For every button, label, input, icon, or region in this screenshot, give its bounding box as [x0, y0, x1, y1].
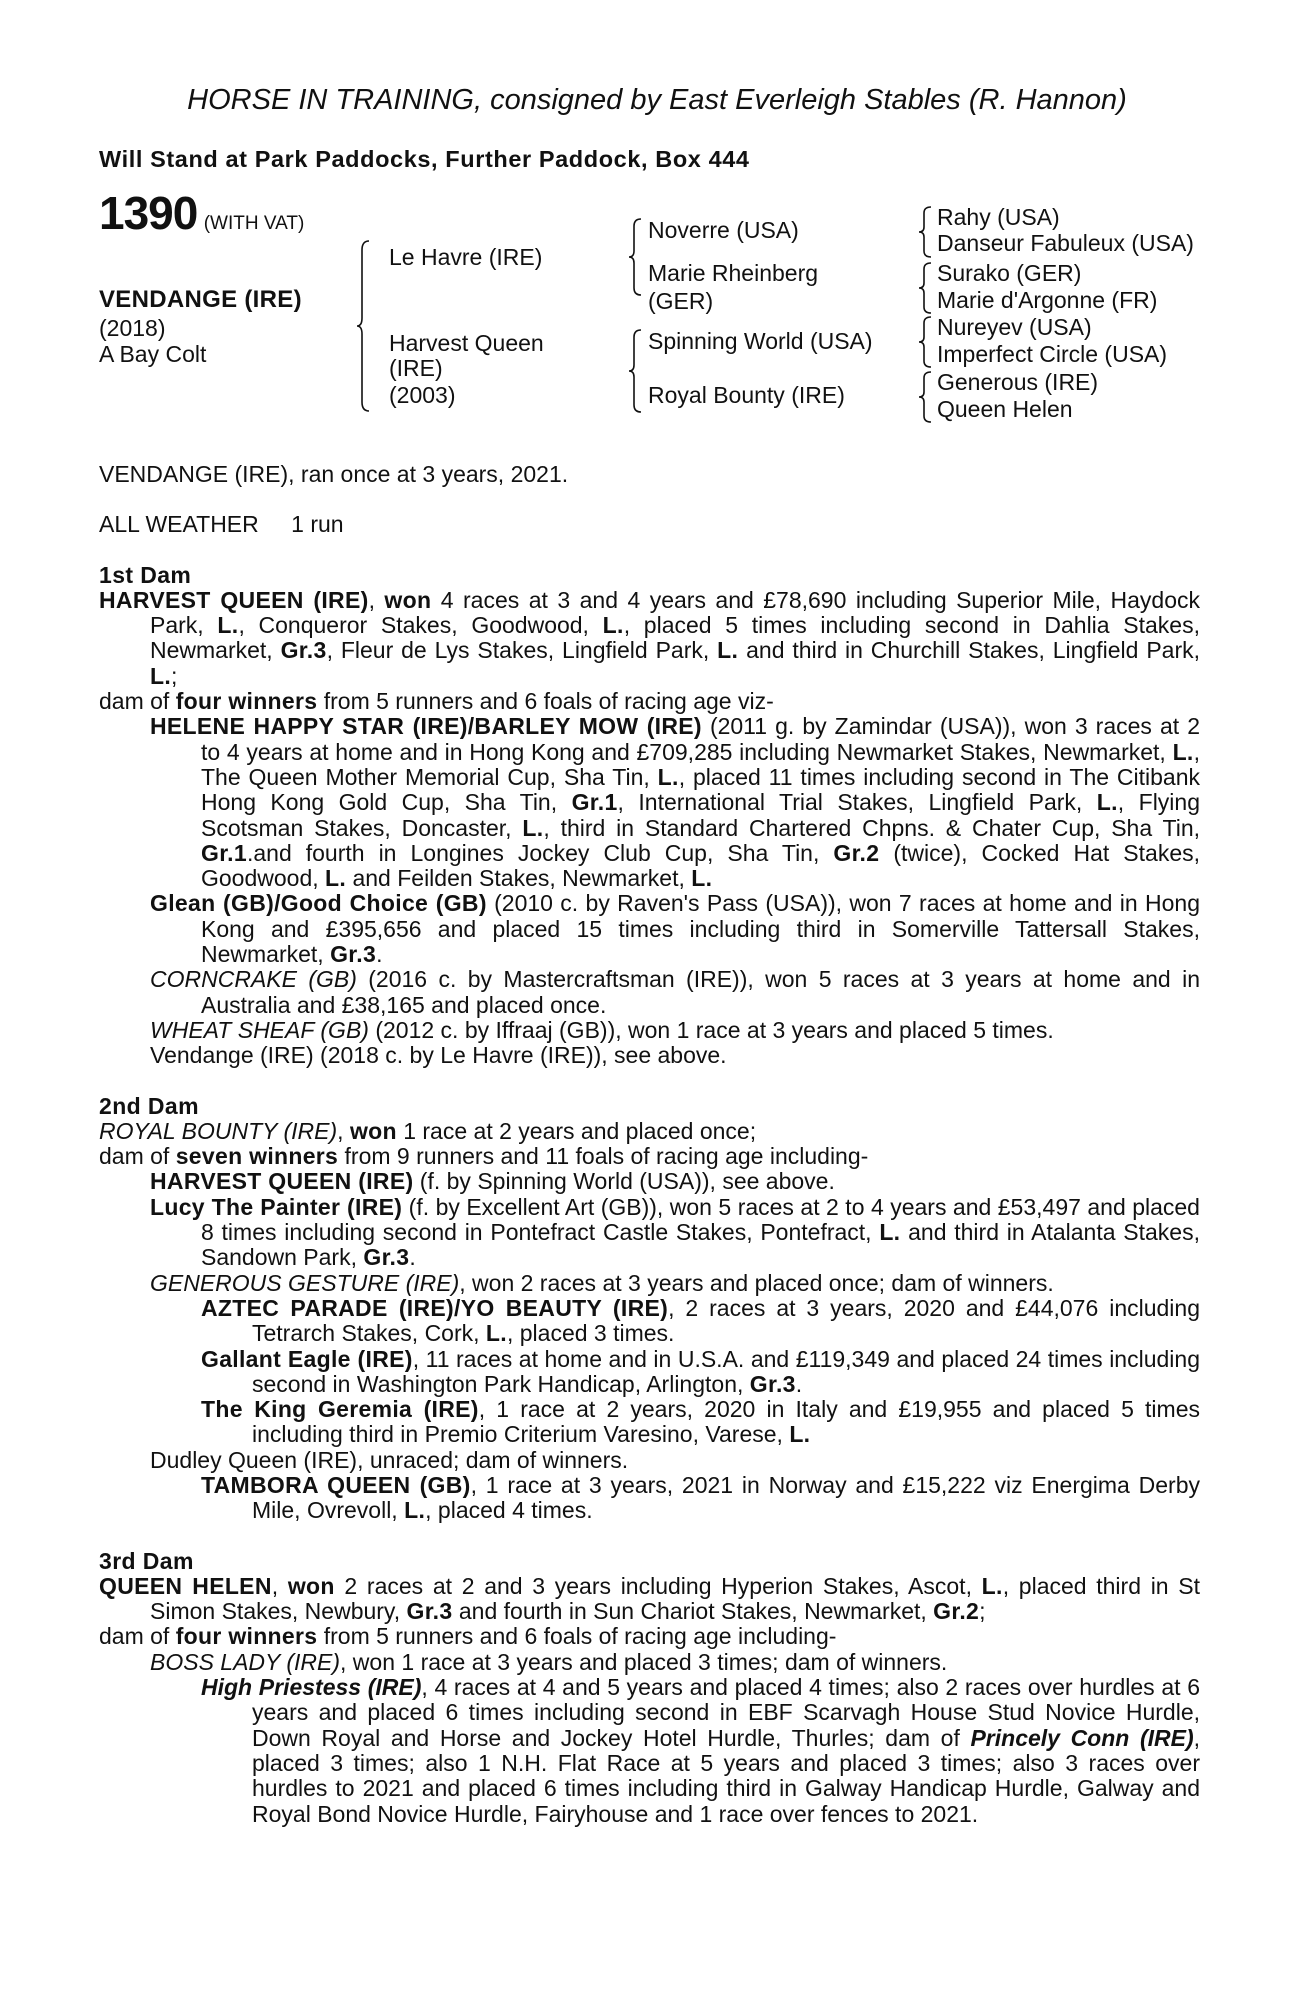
pedigree-entry [99, 1397, 1200, 1448]
entry-text: (f. by Excellent Art (GB)), won 5 races at 2 to 4 years and £53,497 and placed 8 times including second in Pontefract Castle Stakes, Pontefract, [201, 1193, 1200, 1246]
emphasis-text: Lucy The Painter (IRE) [150, 1193, 403, 1220]
pedigree-entry [99, 689, 1200, 714]
emphasis-text: Glean (GB)/Good Choice (GB) [150, 890, 487, 917]
entry-text: , placed 4 times. [425, 1497, 593, 1524]
emphasis-text: L. [602, 612, 624, 639]
page-title: HORSE IN TRAINING, consigned by East Everleigh Stables (R. Hannon) [187, 84, 1127, 116]
emphasis-text: L. [325, 865, 347, 892]
emphasis-text: High Priestess (IRE) [201, 1674, 422, 1701]
pedigree-entry [99, 967, 1200, 1018]
emphasis-text: L. [1172, 738, 1194, 765]
emphasis-text: won [384, 586, 432, 613]
entry-text: (twice), Cocked Hat Stakes, Goodwood, [201, 839, 1200, 892]
entry-text: Dudley Queen (IRE), unraced; dam of winners. [150, 1446, 629, 1473]
entry-text: , [337, 1117, 350, 1144]
entry-text: , won 1 race at 3 years and placed 3 times; dam of winners. [340, 1648, 948, 1675]
pedigree-entry [99, 1043, 1200, 1068]
pedigree-entry [99, 1650, 1200, 1675]
entry-text: dam of [99, 688, 176, 715]
emphasis-text: ROYAL BOUNTY (IRE) [99, 1117, 338, 1144]
entry-text: , The Queen Mother Memorial Cup, Sha Tin, [201, 738, 1200, 790]
entry-text: . [376, 941, 383, 968]
emphasis-text: Princely Conn (IRE) [970, 1724, 1194, 1751]
emphasis-text: four winners [175, 1623, 318, 1650]
sire: Le Havre (IRE) [389, 244, 543, 270]
emphasis-text: Gr.3 [280, 637, 327, 664]
entry-text: (f. by Spinning World (USA)), see above. [413, 1168, 835, 1195]
stand-location: Will Stand at Park Paddocks, Further Paddock, Box 444 [99, 146, 750, 172]
entry-text: , 1 race at 2 years, 2020 in Italy and £19,955 and placed 5 times including third in Premio Criterium Varesino, Varese, [252, 1396, 1200, 1448]
dam-section [99, 1549, 1200, 1827]
dam-sections [99, 563, 1200, 1827]
emphasis-text: GENEROUS GESTURE (IRE) [150, 1269, 460, 1296]
entry-text: , Flying Scotsman Stakes, Doncaster, [201, 789, 1200, 841]
gen3-ancestor: Rahy (USA) [937, 204, 1060, 230]
entry-text: and Feilden Stakes, Newmarket, [346, 865, 692, 892]
entry-text: ; [979, 1598, 986, 1625]
dam-sire: Spinning World (USA) [648, 328, 873, 354]
emphasis-text: L. [691, 865, 713, 892]
emphasis-text: Gr.1 [201, 839, 247, 866]
gen3-ancestor: Surako (GER) [937, 260, 1082, 286]
lot-number-row [99, 187, 305, 239]
pedigree-entry [99, 1624, 1200, 1649]
emphasis-text: four winners [175, 688, 318, 715]
entry-text: , placed 3 times; also 1 N.H. Flat Race at 5 years and placed 3 times; also 3 races over hurdles to 2021 and placed 6 times including third in Galway Handicap Hurdle, Galway and Royal Bond Novice Hurdle, Fairyhouse and 1 race over fences to 2021. [252, 1724, 1200, 1827]
emphasis-text: L. [217, 612, 239, 639]
entry-text: , [368, 586, 385, 613]
horse-year: (2018) [99, 315, 166, 341]
pedigree-entry [99, 1296, 1200, 1347]
emphasis-text: L. [522, 814, 544, 841]
entry-text: dam of [99, 1143, 176, 1170]
entry-text: , Fleur de Lys Stakes, Lingfield Park, [326, 637, 718, 664]
entry-text: and third in Churchill Stakes, Lingfield Park, [738, 637, 1200, 664]
entry-text: . [795, 1370, 803, 1397]
gen3-ancestor: Queen Helen [937, 396, 1073, 422]
pedigree-brace [918, 316, 932, 368]
pedigree-entry [99, 1195, 1200, 1271]
emphasis-text: AZTEC PARADE (IRE)/YO BEAUTY (IRE) [201, 1294, 669, 1321]
entry-text: Vendange (IRE) (2018 c. by Le Havre (IRE)), see above. [150, 1042, 727, 1069]
gen3-ancestor: Marie d'Argonne (FR) [937, 287, 1158, 313]
pedigree-entry [99, 1675, 1200, 1827]
entry-text: from 5 runners and 6 foals of racing age viz- [317, 688, 774, 715]
pedigree-entry [99, 1448, 1200, 1473]
section-heading: 1st Dam [99, 561, 192, 588]
race-summary: VENDANGE (IRE), ran once at 3 years, 2021. [99, 461, 569, 487]
emphasis-text: Gr.3 [363, 1244, 410, 1271]
pedigree-entry [99, 1119, 1200, 1144]
horse-description: A Bay Colt [99, 341, 207, 367]
catalogue-body [99, 462, 1200, 1827]
entry-text: from 9 runners and 11 foals of racing age including- [338, 1143, 869, 1170]
pedigree-entry [99, 1574, 1200, 1625]
entry-text: , placed third in St Simon Stakes, Newbury, [150, 1572, 1201, 1625]
surface-label: ALL WEATHER [99, 511, 259, 538]
pedigree-brace [918, 206, 932, 258]
pedigree-brace [918, 371, 932, 423]
entry-text: 1 race at 2 years and placed once; [396, 1117, 757, 1144]
pedigree-entry [99, 1169, 1200, 1194]
emphasis-text: HELENE HAPPY STAR (IRE)/BARLEY MOW (IRE) [150, 713, 702, 740]
entry-text: , third in Standard Chartered Chpns. & Chater Cup, Sha Tin, [543, 814, 1200, 841]
emphasis-text: Gr.2 [833, 839, 880, 866]
emphasis-text: HARVEST QUEEN (IRE) [150, 1168, 414, 1195]
emphasis-text: HARVEST QUEEN (IRE) [99, 586, 369, 613]
emphasis-text: L. [485, 1320, 507, 1347]
sire-dam-line-2: (GER) [648, 288, 714, 314]
entry-text: dam of [99, 1623, 176, 1650]
pedigree-entry [99, 1018, 1200, 1043]
emphasis-text: L. [789, 1421, 811, 1448]
emphasis-text: Gr.1 [571, 789, 618, 816]
entry-text: and third in Atalanta Stakes, Sandown Park, [201, 1219, 1200, 1271]
dam-section [99, 563, 1200, 1069]
pedigree-entry [99, 891, 1200, 967]
emphasis-text: WHEAT SHEAF (GB) [150, 1016, 369, 1043]
section-heading: 2nd Dam [99, 1092, 199, 1119]
entry-text: and fourth in Sun Chariot Stakes, Newmarket, [452, 1598, 934, 1625]
pedigree-entry [99, 1347, 1200, 1398]
entry-text: , 2 races at 3 years, 2020 and £44,076 including Tetrarch Stakes, Cork, [252, 1294, 1200, 1347]
emphasis-text: L. [1096, 789, 1118, 816]
surface-record [99, 512, 1200, 537]
gen3-ancestor: Imperfect Circle (USA) [937, 341, 1168, 367]
entry-text: , placed 5 times including second in Dahlia Stakes, Newmarket, [150, 612, 1200, 664]
dam-line-3: (2003) [389, 382, 456, 408]
pedigree-brace [628, 218, 642, 296]
entry-text: ; [171, 662, 178, 689]
emphasis-text: Gallant Eagle (IRE) [201, 1345, 413, 1372]
emphasis-text: L. [981, 1572, 1003, 1599]
entry-text: , placed 11 times including second in The Citibank Hong Kong Gold Cup, Sha Tin, [201, 763, 1201, 816]
entry-text: . [409, 1244, 416, 1271]
pedigree-brace [918, 262, 932, 314]
pedigree-entry [99, 714, 1200, 891]
emphasis-text: won [287, 1572, 335, 1599]
emphasis-text: L. [717, 637, 739, 664]
surface-runs: 1 run [291, 511, 344, 538]
emphasis-text: CORNCRAKE (GB) [150, 966, 357, 993]
entry-text: , 1 race at 3 years, 2021 in Norway and £15,222 viz Energima Derby Mile, Ovrevoll, [252, 1471, 1200, 1524]
horse-name: VENDANGE (IRE) [99, 286, 302, 313]
entry-text: 4 races at 3 and 4 years and £78,690 including Superior Mile, Haydock Park, [150, 586, 1200, 639]
entry-text: , 4 races at 4 and 5 years and placed 4 times; also 2 races over hurdles at 6 years and placed 6 times including second in EBF Scarvagh House Stud Novice Hurdle, Down Royal and Horse and Jockey Hotel Hurdle, Thurles; dam of [252, 1674, 1200, 1751]
dam-line-2: (IRE) [389, 355, 443, 381]
pedigree-brace [356, 240, 370, 412]
pedigree-entry [99, 1271, 1200, 1296]
entry-text: (2012 c. by Iffraaj (GB)), won 1 race at 3 years and placed 5 times. [368, 1016, 1054, 1043]
entry-text: (2010 c. by Raven's Pass (USA)), won 7 races at home and in Hong Kong and £395,656 and placed 15 times including third in Somerville Tattersall Stakes, Newmarket, [201, 890, 1200, 968]
gen3-ancestor: Generous (IRE) [937, 369, 1099, 395]
emphasis-text: TAMBORA QUEEN (GB) [201, 1471, 471, 1498]
emphasis-text: L. [150, 662, 172, 689]
entry-text: (2016 c. by Mastercraftsman (IRE)), won 5 races at 3 years at home and in Australia and £38,165 and placed once. [201, 966, 1200, 1018]
entry-text: , International Trial Stakes, Lingfield Park, [617, 789, 1097, 816]
entry-text: , Conqueror Stakes, Goodwood, [238, 612, 603, 639]
gen3-ancestor: Danseur Fabuleux (USA) [937, 230, 1194, 256]
entry-text: , placed 3 times. [506, 1320, 675, 1347]
entry-text: , won 2 races at 3 years and placed once; dam of winners. [459, 1269, 1054, 1296]
emphasis-text: BOSS LADY (IRE) [150, 1648, 341, 1675]
entry-text: 2 races at 2 and 3 years including Hyperion Stakes, Ascot, [334, 1572, 982, 1599]
entry-text: (2011 g. by Zamindar (USA)), won 3 races at 2 to 4 years at home and in Hong Kong and £709,285 including Newmarket Stakes, Newmarket, [201, 713, 1200, 765]
emphasis-text: seven winners [175, 1143, 339, 1170]
lot-number: 1390 [99, 187, 198, 239]
section-heading: 3rd Dam [99, 1547, 194, 1574]
dam-line-1: Harvest Queen [389, 330, 544, 356]
emphasis-text: Gr.2 [933, 1598, 980, 1625]
emphasis-text: Gr.3 [330, 941, 377, 968]
emphasis-text: The King Geremia (IRE) [201, 1396, 479, 1423]
emphasis-text: L. [404, 1497, 426, 1524]
emphasis-text: Gr.3 [749, 1370, 796, 1397]
entry-text: .and fourth in Longines Jockey Club Cup, Sha Tin, [246, 839, 834, 866]
pedigree-entry [99, 588, 1200, 689]
pedigree-entry [99, 1473, 1200, 1524]
gen3-ancestor: Nureyev (USA) [937, 314, 1092, 340]
pedigree-entry [99, 1144, 1200, 1169]
emphasis-text: L. [657, 763, 679, 790]
emphasis-text: L. [879, 1219, 901, 1246]
emphasis-text: QUEEN HELEN [99, 1572, 272, 1599]
entry-text: , [271, 1572, 288, 1599]
entry-text: from 5 runners and 6 foals of racing age including- [317, 1623, 837, 1650]
emphasis-text: won [349, 1117, 397, 1144]
entry-text: , 11 races at home and in U.S.A. and £119,349 and placed 24 times including second in Washington Park Handicap, Arlington, [252, 1345, 1200, 1397]
dam-section [99, 1094, 1200, 1524]
sire-dam-line-1: Marie Rheinberg [648, 260, 819, 286]
vat-label: (WITH VAT) [203, 213, 305, 234]
sire-sire: Noverre (USA) [648, 217, 799, 243]
dam-dam: Royal Bounty (IRE) [648, 382, 845, 408]
emphasis-text: Gr.3 [406, 1598, 453, 1625]
pedigree-brace [628, 329, 642, 413]
